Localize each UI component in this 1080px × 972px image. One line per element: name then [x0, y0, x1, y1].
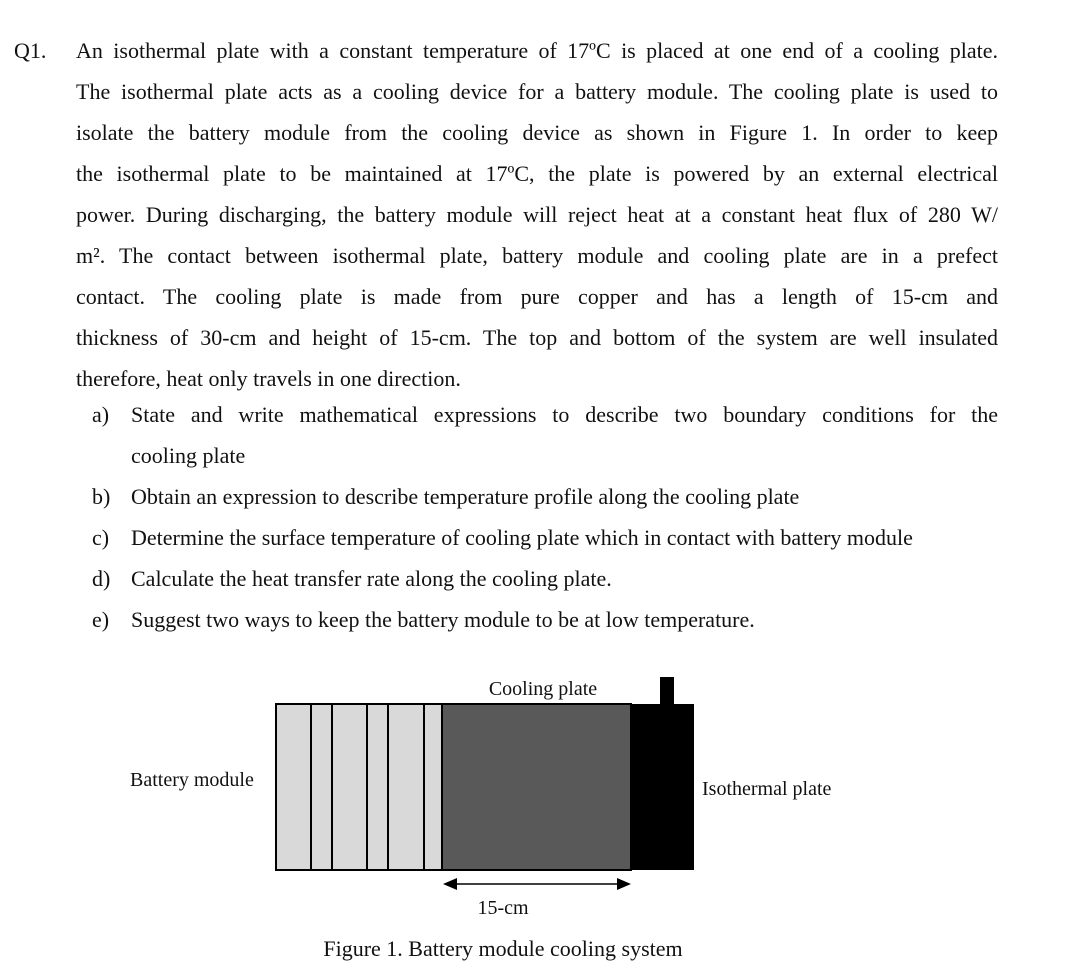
stem-line: isolate the battery module from the cooling device as shown in Figure 1. In order to keep [76, 120, 998, 145]
stem-line: contact. The cooling plate is made from pure copper and has a length of 15-cm and [76, 284, 998, 309]
stem-line: power. During discharging, the battery module will reject heat at a constant heat flux of 280 W/ [76, 202, 998, 227]
stem-line: therefore, heat only travels in one direction. [76, 366, 461, 391]
sub-question-marker: c) [92, 525, 110, 550]
sub-question-marker: a) [92, 402, 110, 427]
stem-line: The isothermal plate acts as a cooling device for a battery module. The cooling plate is used to [76, 79, 998, 104]
isothermal-plate-label: Isothermal plate [702, 778, 832, 800]
isothermal-plate-terminal [660, 677, 674, 705]
dimension-arrow [443, 878, 631, 890]
battery-cell [332, 704, 367, 870]
sub-question-line: cooling plate [131, 443, 246, 468]
sub-question-marker: d) [92, 566, 111, 591]
battery-module [276, 704, 442, 870]
battery-module-label: Battery module [130, 769, 254, 791]
sub-question-line: Calculate the heat transfer rate along the cooling plate. [131, 566, 612, 591]
figure-caption: Figure 1. Battery module cooling system [323, 936, 683, 961]
stem-line: An isothermal plate with a constant temperature of 17ºC is placed at one end of a cooling plate. [76, 38, 998, 63]
sub-question-line: State and write mathematical expressions to describe two boundary conditions for the [131, 402, 998, 427]
battery-cell [311, 704, 332, 870]
sub-question-line: Suggest two ways to keep the battery module to be at low temperature. [131, 607, 755, 632]
stem-line: thickness of 30-cm and height of 15-cm. The top and bottom of the system are well insulated [76, 325, 998, 350]
stem-line: m². The contact between isothermal plate, battery module and cooling plate are in a prefect [76, 243, 998, 268]
question-number: Q1. [14, 38, 47, 63]
cooling-plate [442, 704, 631, 870]
sub-question-marker: b) [92, 484, 111, 509]
cooling-plate-label: Cooling plate [488, 678, 598, 700]
sub-question-line: Determine the surface temperature of cooling plate which in contact with battery module [131, 525, 913, 550]
battery-cell [367, 704, 388, 870]
battery-cell [276, 704, 311, 870]
dimension-label: 15-cm [477, 897, 529, 919]
sub-question-marker: e) [92, 607, 110, 632]
isothermal-plate [631, 704, 694, 870]
sub-question-line: Obtain an expression to describe temperature profile along the cooling plate [131, 484, 800, 509]
battery-cell [424, 704, 442, 870]
battery-cell [388, 704, 424, 870]
stem-line: the isothermal plate to be maintained at 17ºC, the plate is powered by an external electrical [76, 161, 998, 186]
